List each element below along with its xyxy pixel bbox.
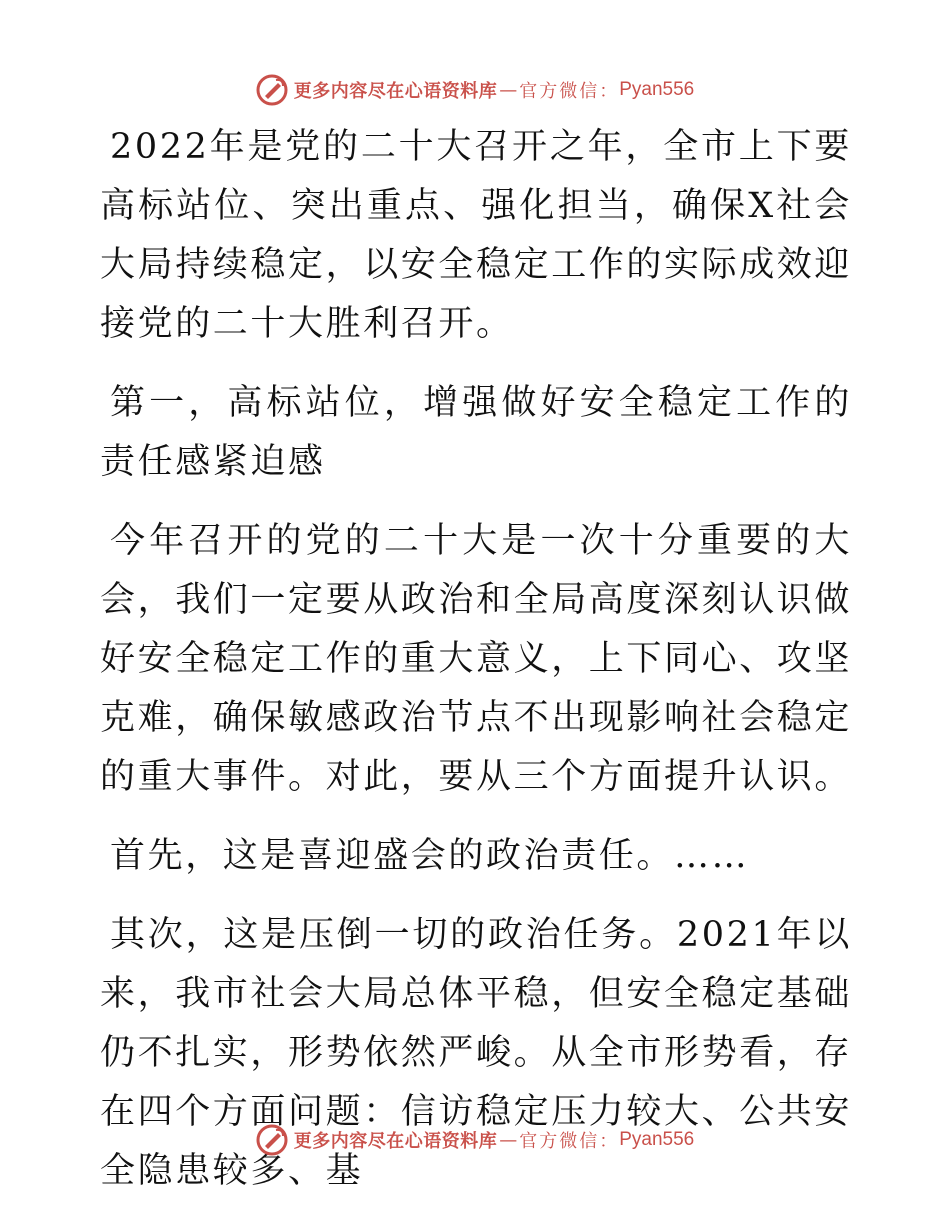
- banner-main-text: 更多内容尽在心语资料库: [293, 81, 498, 102]
- banner-sub-text: 官方微信：: [519, 1131, 620, 1152]
- banner-wechat-id: Pyan556: [619, 1129, 695, 1150]
- banner-wechat-id: Pyan556: [619, 79, 695, 100]
- paragraph-significance: 今年召开的党的二十大是一次十分重要的大会，我们一定要从政治和全局高度深刻认识做好安全稳定工作的重大意义，上下同心、攻坚克难，确保敏感政治节点不出现影响社会稳定的重大事件。对此，要从三个方面提升认识。: [100, 521, 853, 797]
- footer-banner: [0, 1120, 950, 1160]
- paragraph-firstly: 首先，这是喜迎盛会的政治责任。……: [110, 836, 750, 876]
- banner-main-text: 更多内容尽在心语资料库: [293, 1131, 498, 1152]
- logo-icon: [256, 1124, 288, 1156]
- document-body: [100, 118, 852, 1221]
- header-banner: [0, 70, 950, 110]
- paragraph-intro: 2022年是党的二十大召开之年，全市上下要高标站位、突出重点、强化担当，确保X社会大局持续稳定，以安全稳定工作的实际成效迎接党的二十大胜利召开。: [100, 127, 853, 344]
- paragraph-secondly: 其次，这是压倒一切的政治任务。2021年以来，我市社会大局总体平稳，但安全稳定基础仍不扎实，形势依然严峻。从全市形势看，存在四个方面问题：信访稳定压力较大、公共安全隐患较多、基: [100, 915, 853, 1191]
- paragraph-heading-first: 第一，高标站位，增强做好安全稳定工作的责任感紧迫感: [100, 383, 852, 482]
- banner-dash: —: [499, 79, 518, 101]
- logo-icon: [256, 74, 288, 106]
- banner-sub-text: 官方微信：: [519, 81, 620, 102]
- banner-dash: —: [499, 1129, 518, 1151]
